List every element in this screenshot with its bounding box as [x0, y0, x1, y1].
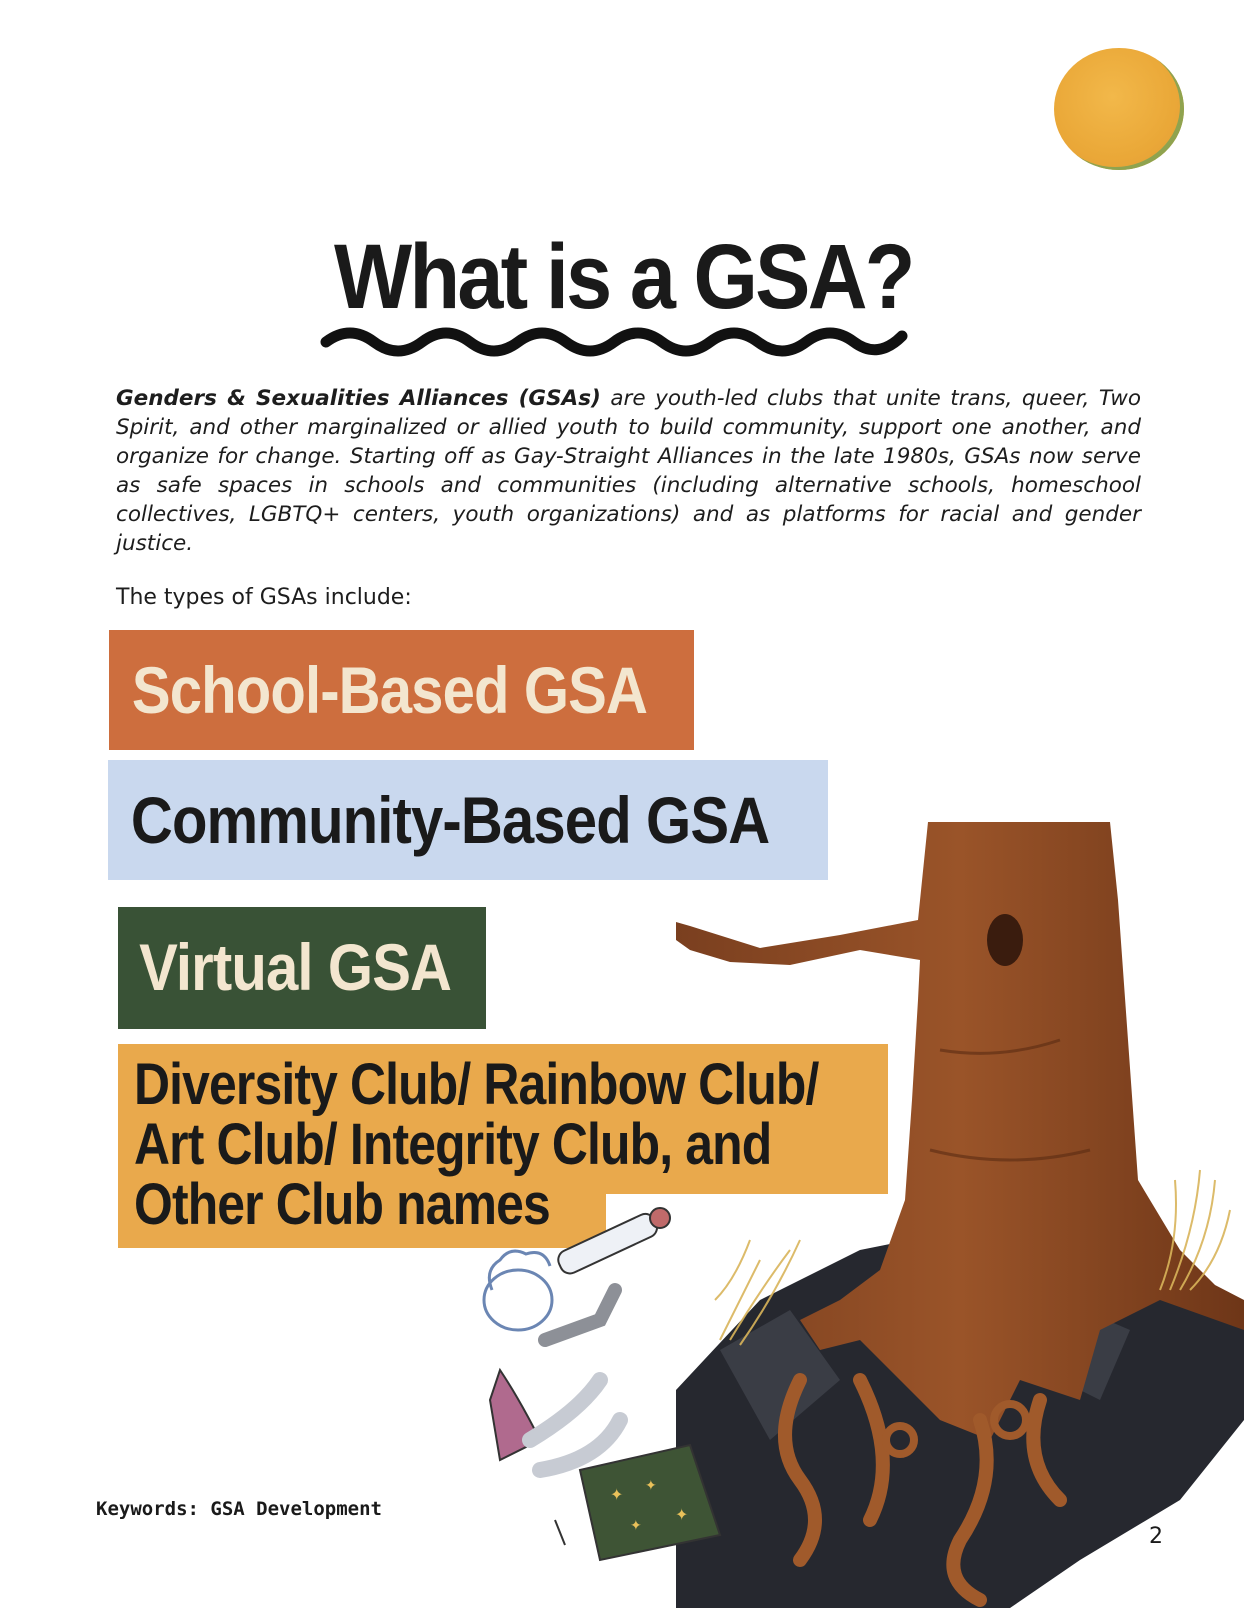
svg-text:✦: ✦: [675, 1505, 689, 1524]
school-based-gsa-label: School-Based GSA: [131, 653, 648, 727]
svg-text:✦: ✦: [630, 1518, 642, 1534]
other-clubs-line-2: Art Club/ Integrity Club, and: [134, 1112, 772, 1177]
intro-bold-lead: Genders & Sexualities Alliances (GSAs): [116, 386, 601, 411]
page-title: What is a GSA?: [334, 226, 913, 328]
svg-text:✦: ✦: [645, 1478, 657, 1494]
page-number: 2: [1149, 1524, 1163, 1549]
community-based-gsa-label: Community-Based GSA: [130, 783, 770, 857]
types-lead-text: The types of GSAs include:: [116, 585, 412, 610]
keywords-footer: Keywords: GSA Development: [96, 1498, 382, 1520]
svg-text:✦: ✦: [610, 1485, 624, 1504]
virtual-gsa-label: Virtual GSA: [139, 930, 452, 1004]
other-clubs-line-3: Other Club names: [134, 1172, 550, 1237]
other-clubs-line-1: Diversity Club/ Rainbow Club/: [134, 1052, 819, 1117]
intro-body: are youth-led clubs that unite trans, queer, Two Spirit, and other marginalized or allied youth to build community, support one another, and organize for change. Starting off as Gay-Straight Alliances in the late 1980s, GSAs now serve as safe spaces in schools and communities (including alternative schools, homeschool collectives, LGBTQ+ centers, youth organizations) and as platforms for racial and gender justice.: [116, 386, 1141, 556]
